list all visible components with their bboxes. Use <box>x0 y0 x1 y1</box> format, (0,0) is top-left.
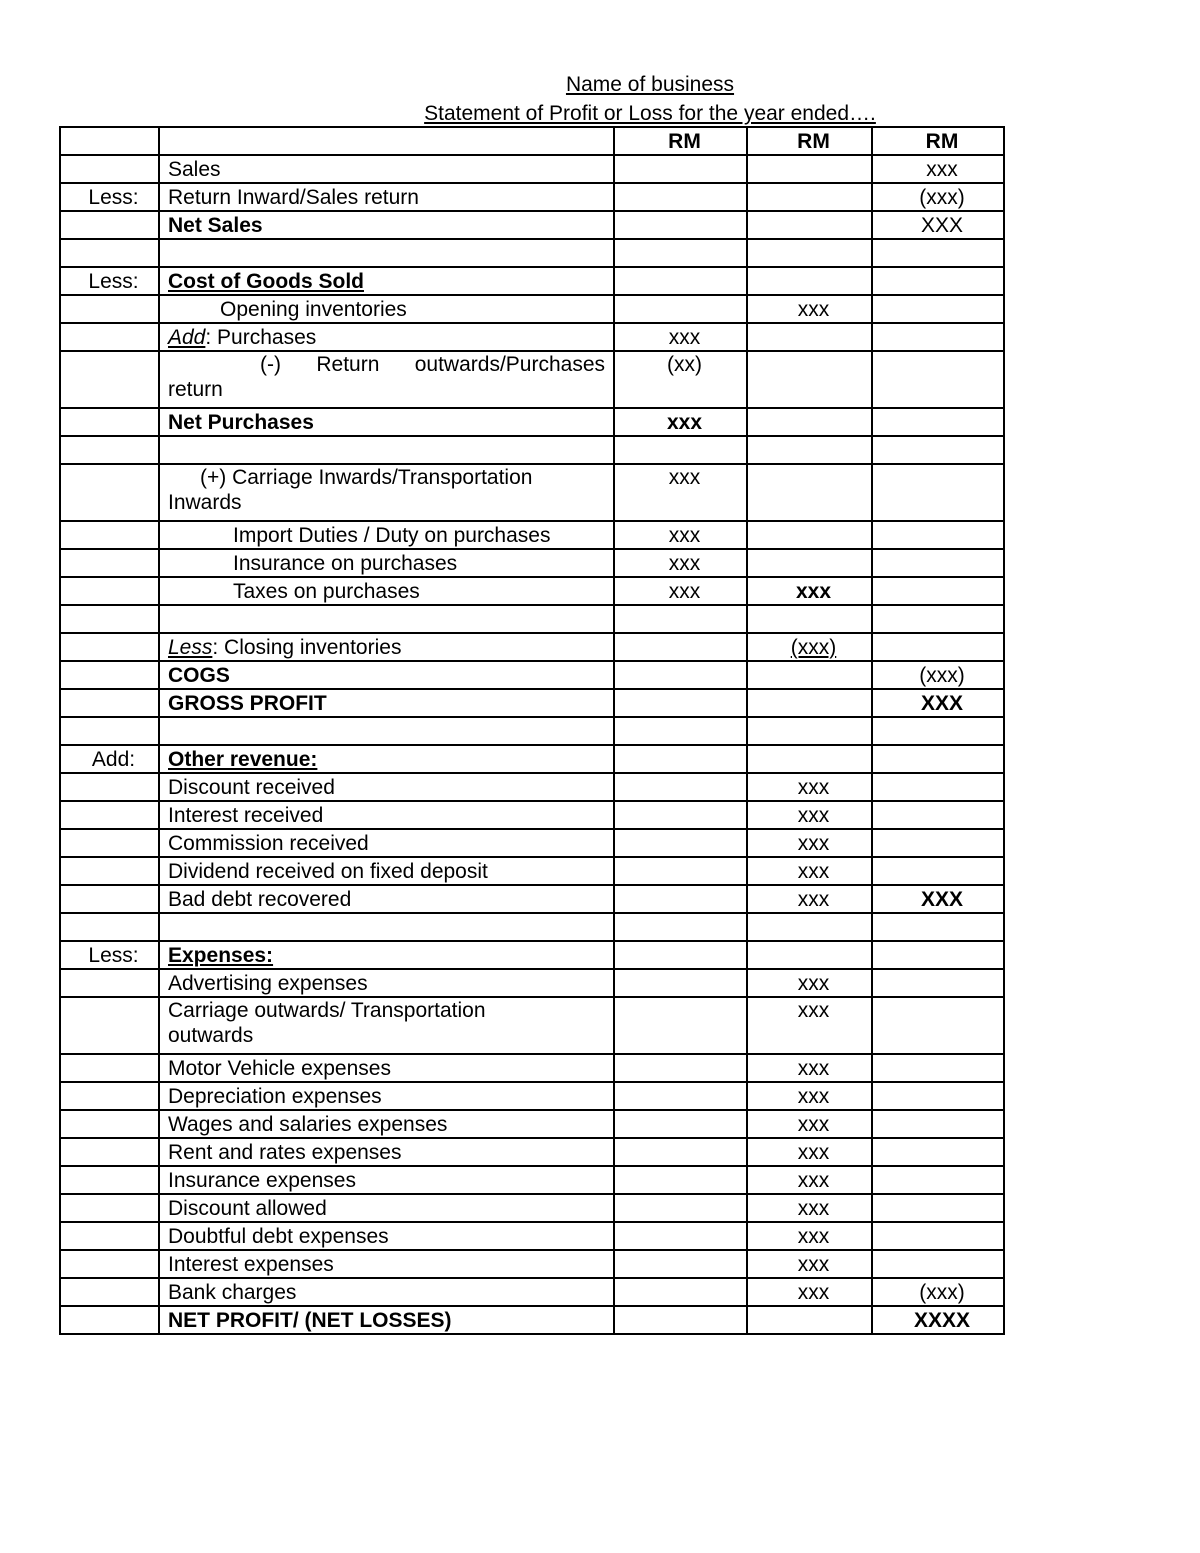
value-cell <box>747 549 872 577</box>
label-part: Return <box>316 353 380 376</box>
value-cell <box>614 941 747 969</box>
table-row <box>60 1138 1004 1166</box>
value-cell <box>872 829 1004 857</box>
table-row <box>60 295 1004 323</box>
table-row <box>60 1278 1004 1306</box>
table-row <box>60 436 1004 464</box>
value-cell: xxx <box>747 1054 872 1082</box>
table-row <box>60 829 1004 857</box>
table-row <box>60 323 1004 351</box>
value-cell: xxx <box>614 323 747 351</box>
label-cell: NET PROFIT/ (NET LOSSES) <box>159 1306 614 1334</box>
label-text: Opening inventories <box>220 297 407 321</box>
value-cell <box>614 1250 747 1278</box>
table-row <box>60 183 1004 211</box>
prefix-cell <box>60 913 159 941</box>
value-cell <box>614 1278 747 1306</box>
value-cell <box>872 633 1004 661</box>
label-cell: Doubtful debt expenses <box>159 1222 614 1250</box>
label-emphasis: Less <box>168 635 213 659</box>
prefix-cell <box>60 351 159 408</box>
value-cell <box>872 941 1004 969</box>
table-row <box>60 549 1004 577</box>
value-cell <box>872 969 1004 997</box>
value-cell <box>872 577 1004 605</box>
label-cell <box>159 549 614 577</box>
prefix-cell <box>60 577 159 605</box>
label-text: Taxes on purchases <box>233 579 420 603</box>
value-cell: xxx <box>614 521 747 549</box>
label-cell <box>159 323 614 351</box>
value-cell <box>747 323 872 351</box>
value-cell <box>614 1166 747 1194</box>
table-row <box>60 997 1004 1054</box>
value-cell: xxx <box>747 295 872 323</box>
prefix-cell: Less: <box>60 267 159 295</box>
value-cell <box>614 436 747 464</box>
value-cell <box>872 1194 1004 1222</box>
label-cell: Discount received <box>159 773 614 801</box>
prefix-cell <box>60 549 159 577</box>
label-cell <box>159 239 614 267</box>
label-line: Carriage outwards/ Transportation <box>168 999 486 1022</box>
prefix-cell <box>60 689 159 717</box>
value-cell <box>614 773 747 801</box>
label-cell: Interest received <box>159 801 614 829</box>
value-cell <box>747 239 872 267</box>
label-cell: Expenses: <box>159 941 614 969</box>
label-emphasis: Add <box>168 325 206 349</box>
business-name-heading: Name of business <box>565 73 735 96</box>
label-cell: Wages and salaries expenses <box>159 1110 614 1138</box>
table-row <box>60 1054 1004 1082</box>
value-cell <box>614 885 747 913</box>
prefix-cell <box>60 295 159 323</box>
value-cell <box>614 605 747 633</box>
value-cell: (xxx) <box>872 183 1004 211</box>
value-cell <box>872 267 1004 295</box>
value-cell <box>614 1194 747 1222</box>
value-cell <box>614 857 747 885</box>
label-cell: Commission received <box>159 829 614 857</box>
prefix-cell <box>60 1194 159 1222</box>
header-row <box>60 127 1004 155</box>
prefix-cell <box>60 1054 159 1082</box>
prefix-cell <box>60 829 159 857</box>
value-cell <box>614 633 747 661</box>
value-cell <box>872 464 1004 521</box>
label-text: Insurance on purchases <box>233 551 458 575</box>
value-cell <box>872 521 1004 549</box>
label-cell: Motor Vehicle expenses <box>159 1054 614 1082</box>
value-cell <box>872 1222 1004 1250</box>
table-row <box>60 689 1004 717</box>
value-cell <box>872 1082 1004 1110</box>
value-cell <box>872 717 1004 745</box>
value-cell <box>747 464 872 521</box>
table-row <box>60 1250 1004 1278</box>
label-cell: COGS <box>159 661 614 689</box>
label-cell: Depreciation expenses <box>159 1082 614 1110</box>
table-row <box>60 605 1004 633</box>
value-cell <box>872 1138 1004 1166</box>
prefix-cell <box>60 1250 159 1278</box>
prefix-cell <box>60 773 159 801</box>
value-cell: (xx) <box>614 351 747 408</box>
table-row <box>60 885 1004 913</box>
label-cell: Insurance expenses <box>159 1166 614 1194</box>
value-cell <box>872 239 1004 267</box>
value-cell <box>872 913 1004 941</box>
value-cell: xxx <box>747 1278 872 1306</box>
value-cell <box>872 1250 1004 1278</box>
column-header: RM <box>614 127 747 155</box>
value-cell <box>614 295 747 323</box>
prefix-cell <box>60 408 159 436</box>
label-part: outwards/Purchases <box>414 353 605 376</box>
value-cell: XXX <box>872 211 1004 239</box>
value-cell <box>614 1222 747 1250</box>
value-cell: xxx <box>747 997 872 1054</box>
label-cell: Rent and rates expenses <box>159 1138 614 1166</box>
value-cell <box>614 969 747 997</box>
prefix-cell <box>60 1166 159 1194</box>
label-cell <box>159 521 614 549</box>
table-row <box>60 773 1004 801</box>
value-cell <box>872 549 1004 577</box>
value-cell <box>614 717 747 745</box>
prefix-cell <box>60 211 159 239</box>
label-text: Import Duties / Duty on purchases <box>233 523 551 547</box>
label-text: : Closing inventories <box>212 635 402 659</box>
column-header: RM <box>747 127 872 155</box>
prefix-cell <box>60 885 159 913</box>
label-cell: Advertising expenses <box>159 969 614 997</box>
prefix-cell <box>60 521 159 549</box>
value-cell <box>747 436 872 464</box>
column-header: RM <box>872 127 1004 155</box>
value-cell <box>747 689 872 717</box>
prefix-cell: Less: <box>60 941 159 969</box>
value-cell <box>747 941 872 969</box>
prefix-cell <box>60 997 159 1054</box>
table-row <box>60 1222 1004 1250</box>
value-cell: xxx <box>614 408 747 436</box>
value-cell <box>747 717 872 745</box>
value-cell <box>872 801 1004 829</box>
value-cell: xxx <box>614 464 747 521</box>
prefix-cell <box>60 969 159 997</box>
label-cell <box>159 127 614 155</box>
value-cell <box>872 857 1004 885</box>
value-cell: XXX <box>872 885 1004 913</box>
value-cell <box>614 1082 747 1110</box>
value-cell <box>872 408 1004 436</box>
value-cell <box>614 829 747 857</box>
value-cell <box>614 689 747 717</box>
prefix-cell: Add: <box>60 745 159 773</box>
value-cell <box>747 155 872 183</box>
value-cell: (xxx) <box>747 633 872 661</box>
label-cell <box>159 633 614 661</box>
value-cell <box>614 661 747 689</box>
value-cell <box>872 436 1004 464</box>
value-cell <box>614 997 747 1054</box>
prefix-cell <box>60 605 159 633</box>
label-cell <box>159 717 614 745</box>
label-cell: Bad debt recovered <box>159 885 614 913</box>
value-cell: xxx <box>747 885 872 913</box>
value-cell: xxx <box>747 969 872 997</box>
table-row <box>60 1194 1004 1222</box>
prefix-cell <box>60 239 159 267</box>
label-cell: GROSS PROFIT <box>159 689 614 717</box>
label-cell <box>159 913 614 941</box>
prefix-cell: Less: <box>60 183 159 211</box>
value-cell: xxx <box>747 801 872 829</box>
prefix-cell <box>60 1306 159 1334</box>
label-cell <box>159 351 614 408</box>
value-cell: xxx <box>747 857 872 885</box>
table-row <box>60 1110 1004 1138</box>
table-row <box>60 941 1004 969</box>
value-cell <box>614 1110 747 1138</box>
value-cell: xxx <box>747 1166 872 1194</box>
value-cell <box>614 211 747 239</box>
value-cell: xxx <box>614 577 747 605</box>
value-cell <box>614 183 747 211</box>
label-line <box>160 352 613 377</box>
prefix-cell <box>60 1110 159 1138</box>
value-cell <box>747 1306 872 1334</box>
table-row <box>60 1082 1004 1110</box>
value-cell <box>872 773 1004 801</box>
value-cell <box>614 155 747 183</box>
label-line: return <box>168 378 223 401</box>
table-row <box>60 801 1004 829</box>
table-row <box>60 857 1004 885</box>
value-cell <box>872 295 1004 323</box>
value-cell: (xxx) <box>872 661 1004 689</box>
value-cell: xxx <box>747 1110 872 1138</box>
value-cell: xxx <box>747 1250 872 1278</box>
prefix-cell <box>60 1138 159 1166</box>
prefix-cell <box>60 661 159 689</box>
table-row <box>60 1306 1004 1334</box>
value-cell <box>747 605 872 633</box>
table-row <box>60 267 1004 295</box>
value-cell: xxx <box>747 773 872 801</box>
label-cell: Return Inward/Sales return <box>159 183 614 211</box>
value-cell <box>614 1306 747 1334</box>
table-row <box>60 408 1004 436</box>
value-cell: xxx <box>747 829 872 857</box>
label-cell: Net Purchases <box>159 408 614 436</box>
label-cell: Cost of Goods Sold <box>159 267 614 295</box>
table-row <box>60 969 1004 997</box>
profit-loss-table <box>59 126 1005 1335</box>
value-cell <box>614 239 747 267</box>
value-cell: xxx <box>747 577 872 605</box>
table-row <box>60 211 1004 239</box>
label-line: (+) Carriage Inwards/Transportation <box>200 466 533 489</box>
value-cell: xxx <box>872 155 1004 183</box>
table-row <box>60 661 1004 689</box>
label-cell <box>159 605 614 633</box>
label-cell: Interest expenses <box>159 1250 614 1278</box>
value-cell <box>747 745 872 773</box>
prefix-cell <box>60 155 159 183</box>
value-cell <box>614 913 747 941</box>
label-line: Inwards <box>168 491 242 514</box>
value-cell <box>872 605 1004 633</box>
prefix-cell <box>60 1222 159 1250</box>
table-row <box>60 1166 1004 1194</box>
value-cell <box>614 1054 747 1082</box>
value-cell: xxx <box>614 549 747 577</box>
table-row <box>60 239 1004 267</box>
label-cell <box>159 436 614 464</box>
label-cell: Sales <box>159 155 614 183</box>
label-cell <box>159 997 614 1054</box>
label-cell <box>159 464 614 521</box>
value-cell <box>747 913 872 941</box>
table-row <box>60 351 1004 408</box>
value-cell: XXXX <box>872 1306 1004 1334</box>
prefix-cell <box>60 436 159 464</box>
prefix-cell <box>60 127 159 155</box>
value-cell: xxx <box>747 1222 872 1250</box>
value-cell <box>614 801 747 829</box>
table-row <box>60 745 1004 773</box>
value-cell <box>872 1054 1004 1082</box>
label-cell <box>159 577 614 605</box>
value-cell <box>872 323 1004 351</box>
label-cell: Dividend received on fixed deposit <box>159 857 614 885</box>
label-line: outwards <box>168 1024 254 1047</box>
value-cell <box>614 1138 747 1166</box>
value-cell <box>747 183 872 211</box>
value-cell <box>747 211 872 239</box>
table-row <box>60 913 1004 941</box>
label-cell <box>159 295 614 323</box>
label-cell: Bank charges <box>159 1278 614 1306</box>
label-part: (-) <box>260 353 281 376</box>
table-row <box>60 155 1004 183</box>
value-cell <box>872 997 1004 1054</box>
prefix-cell <box>60 464 159 521</box>
prefix-cell <box>60 1278 159 1306</box>
value-cell: XXX <box>872 689 1004 717</box>
prefix-cell <box>60 323 159 351</box>
table-row <box>60 521 1004 549</box>
value-cell: (xxx) <box>872 1278 1004 1306</box>
label-text: : Purchases <box>205 325 317 349</box>
value-cell <box>747 351 872 408</box>
table-row <box>60 633 1004 661</box>
label-cell: Net Sales <box>159 211 614 239</box>
prefix-cell <box>60 857 159 885</box>
prefix-cell <box>60 633 159 661</box>
value-cell <box>872 351 1004 408</box>
value-cell: xxx <box>747 1082 872 1110</box>
value-cell <box>614 267 747 295</box>
value-cell <box>614 745 747 773</box>
value-cell <box>747 521 872 549</box>
value-cell <box>747 408 872 436</box>
prefix-cell <box>60 801 159 829</box>
value-cell <box>872 1110 1004 1138</box>
table-row <box>60 464 1004 521</box>
table-row <box>60 577 1004 605</box>
label-cell: Discount allowed <box>159 1194 614 1222</box>
table-row <box>60 717 1004 745</box>
prefix-cell <box>60 717 159 745</box>
value-cell: xxx <box>747 1138 872 1166</box>
value-cell <box>747 661 872 689</box>
label-cell: Other revenue: <box>159 745 614 773</box>
value-cell <box>872 745 1004 773</box>
value-cell <box>872 1166 1004 1194</box>
value-cell <box>747 267 872 295</box>
statement-title-heading: Statement of Profit or Loss for the year ended…. <box>424 102 876 125</box>
prefix-cell <box>60 1082 159 1110</box>
value-cell: xxx <box>747 1194 872 1222</box>
